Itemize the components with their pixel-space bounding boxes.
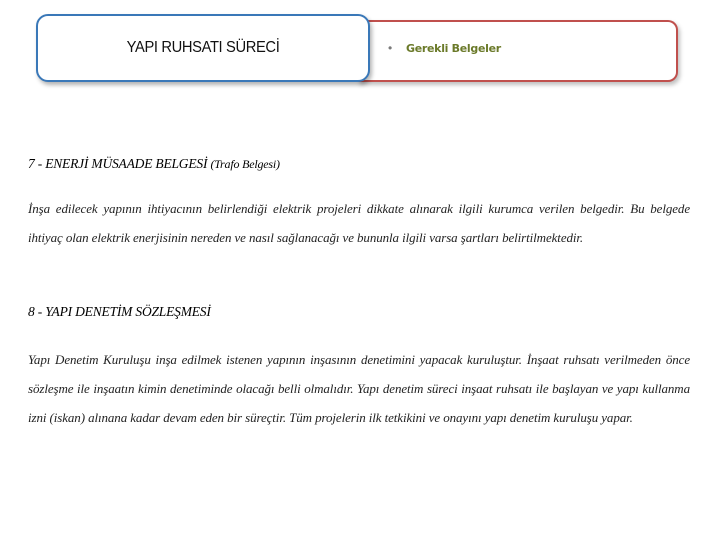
section-heading-note: (Trafo Belgesi) bbox=[210, 157, 280, 171]
section-heading-text: 8 - YAPI DENETİM SÖZLEŞMESİ bbox=[28, 304, 211, 319]
section-heading-text: 7 - ENERJİ MÜSAADE BELGESİ bbox=[28, 156, 208, 171]
header-subtitle: Gerekli Belgeler bbox=[406, 42, 501, 55]
page-title: YAPI RUHSATI SÜRECİ bbox=[126, 39, 280, 56]
title-box bbox=[36, 14, 370, 82]
bullet-icon: • bbox=[388, 41, 393, 55]
section-heading-inspection bbox=[28, 304, 211, 320]
section-body-inspection: Yapı Denetim Kuruluşu inşa edilmek istenen yapının inşasının denetimini yapacak kuruluştur. İnşaat ruhsatı verilmeden önce sözleşme ile inşaatın kimin denetiminde olacağı belli olmalıdır. Yapı denetim süreci inşaat ruhsatı ile başlayan ve yapı kullanma izni (iskan) alınana kadar devam eden bir süreçtir. Tüm projelerin ilk tetkikini ve onayını yapı denetim kuruluşu yapar. bbox=[28, 352, 690, 425]
section-body-energy: İnşa edilecek yapının ihtiyacının belirlendiği elektrik projeleri dikkate alınarak ilgili kurumca verilen belgedir. Bu belgede ihtiyaç olan elektrik enerjisinin nereden ve nasıl sağlanacağı ve bununla ilgili varsa şartları belirtilmektedir. bbox=[28, 201, 690, 245]
section-heading-energy bbox=[28, 156, 280, 172]
header-subtitle-bar bbox=[358, 20, 678, 82]
